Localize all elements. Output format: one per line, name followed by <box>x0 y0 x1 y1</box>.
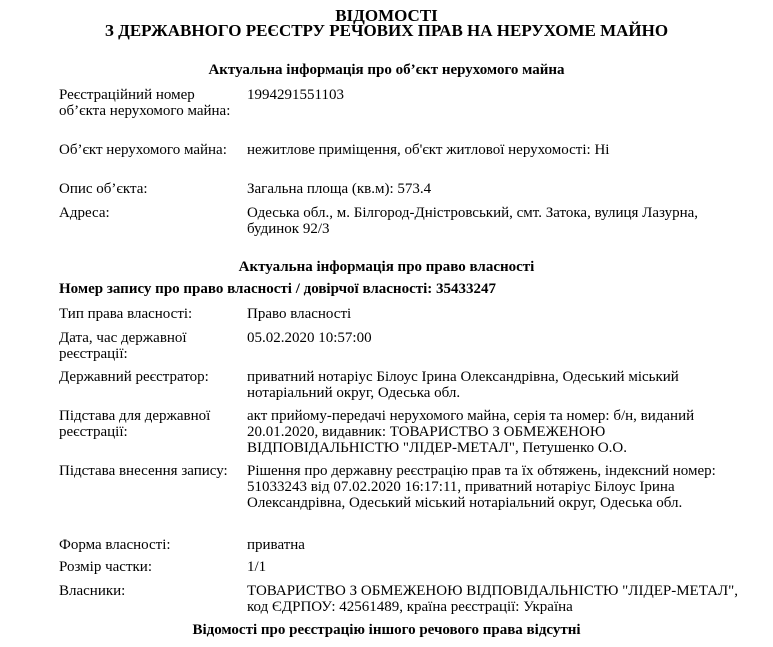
row-label-registrar: Державний реєстратор: <box>59 369 209 385</box>
row-label-registration-number: Реєстраційний номер об’єкта нерухомого майна: <box>59 87 231 119</box>
row-value-registrar: приватний нотаріус Білоус Ірина Олександрівна, Одеський міський нотаріальний округ, Одеська обл. <box>247 369 679 401</box>
ownership-section-heading: Актуальна інформація про право власності <box>238 259 535 275</box>
other-rights-note: Відомості про реєстрацію іншого речового права відсутні <box>192 622 581 638</box>
row-label-registration-date: Дата, час державної реєстрації: <box>59 330 187 362</box>
row-label-share-size: Розмір частки: <box>59 559 152 575</box>
row-value-entry-basis: Рішення про державну реєстрацію прав та їх обтяжень, індексний номер: 51033243 від 07.02.2020 16:17:11, приватний нотаріус Білоус Ірина Олександрівна, Одеський міський нотаріальний округ, Одеська обл. <box>247 463 716 511</box>
row-value-address: Одеська обл., м. Білгород-Дністровський, смт. Затока, вулиця Лазурна, будинок 92/3 <box>247 205 699 237</box>
document-title-line1: ВІДОМОСТІ <box>335 6 438 25</box>
row-value-share-size: 1/1 <box>247 559 267 575</box>
row-value-ownership-type: Право власності <box>247 306 352 322</box>
row-value-registration-date: 05.02.2020 10:57:00 <box>247 330 372 346</box>
object-section-heading: Актуальна інформація про об’єкт нерухомого майна <box>208 62 565 78</box>
row-label-ownership-type: Тип права власності: <box>59 306 193 322</box>
row-label-registration-basis: Підстава для державної реєстрації: <box>59 408 211 440</box>
row-label-description: Опис об’єкта: <box>59 181 148 197</box>
row-value-ownership-form: приватна <box>247 537 305 553</box>
row-label-address: Адреса: <box>59 205 110 221</box>
row-value-object: нежитлове приміщення, об'єкт житлової нерухомості: Ні <box>247 142 610 158</box>
document-title-line2: З ДЕРЖАВНОГО РЕЄСТРУ РЕЧОВИХ ПРАВ НА НЕРУХОМЕ МАЙНО <box>104 21 669 40</box>
row-label-entry-basis: Підстава внесення запису: <box>59 463 228 479</box>
row-value-owners: ТОВАРИСТВО З ОБМЕЖЕНОЮ ВІДПОВІДАЛЬНІСТЮ "ЛІДЕР-МЕТАЛ", код ЄДРПОУ: 42561489, країна реєстрації: Україна <box>247 583 738 615</box>
ownership-record-number: Номер запису про право власності / довірчої власності: 35433247 <box>59 281 497 297</box>
row-value-registration-basis: акт прийому-передачі нерухомого майна, серія та номер: б/н, виданий 20.01.2020, видавник: ТОВАРИСТВО З ОБМЕЖЕНОЮ ВІДПОВІДАЛЬНІСТЮ "ЛІДЕР-МЕТАЛ", Петушенко О.О. <box>247 408 695 456</box>
row-value-description: Загальна площа (кв.м): 573.4 <box>247 181 432 197</box>
row-label-ownership-form: Форма власності: <box>59 537 171 553</box>
row-label-object: Об’єкт нерухомого майна: <box>59 142 227 158</box>
row-label-owners: Власники: <box>59 583 126 599</box>
row-value-registration-number: 1994291551103 <box>247 87 344 103</box>
